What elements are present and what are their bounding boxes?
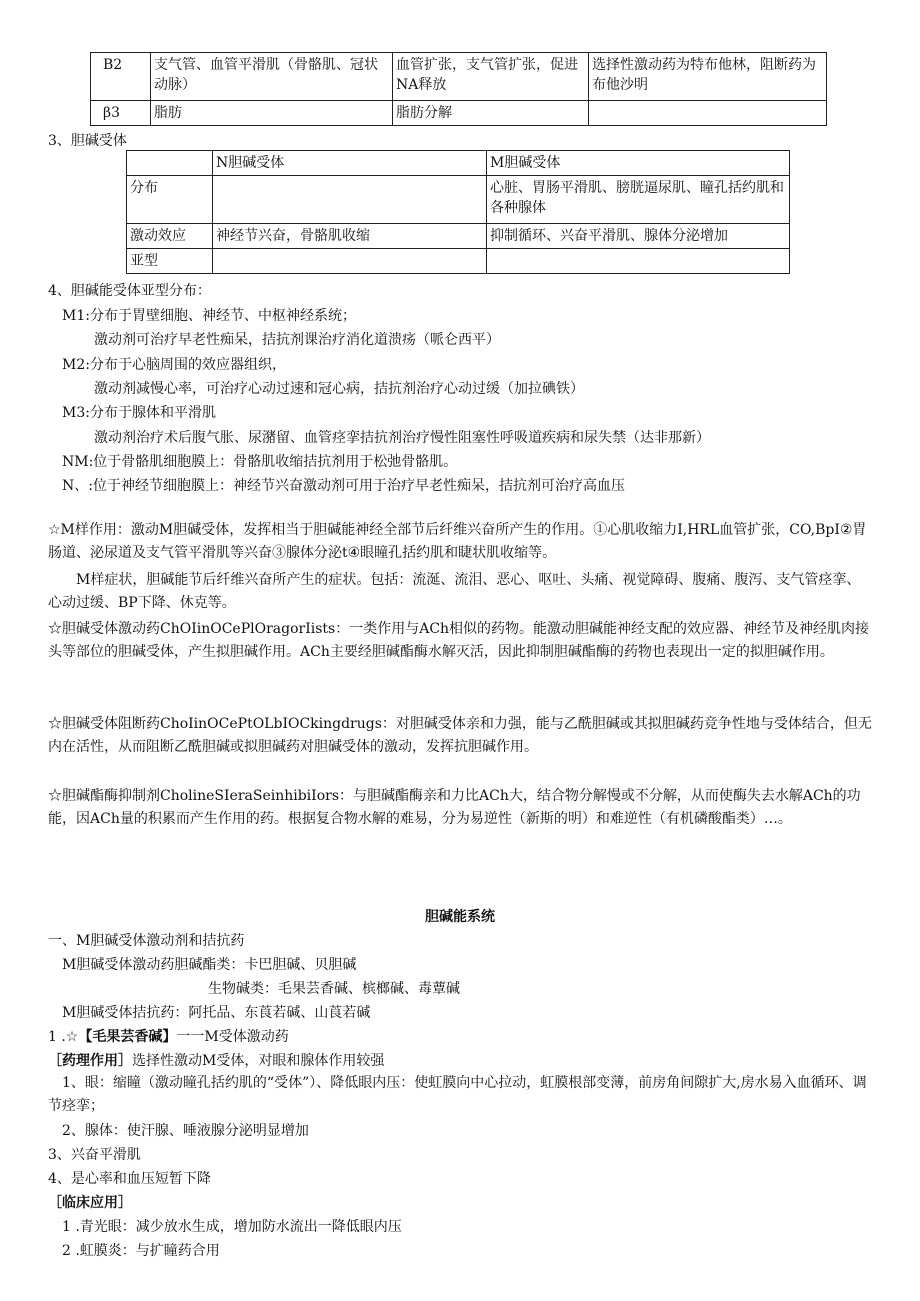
pharmacology-text: 选择性激动M受体，对眼和腺体作用较强 [132,1053,385,1069]
subtype-m2: M2:分布于心脑周围的效应器组织， [62,357,286,373]
subtype-m1: M1:分布于胃壁细胞、神经节、中枢神经系统； [62,308,356,324]
table-row [127,224,790,249]
m-effect-paragraph: ☆M样作用：激动M胆碱受体，发挥相当于胆碱能神经全部节后纤维兴奋所产生的作用。①心肌收缩力I,HRL血管扩张，CO,BpI②胃肠道、泌尿道及支气管平滑肌等兴奋③腺体分泌t④眼瞳孔括约肌和睫状肌收缩等。 [48,522,867,561]
table-cell [213,249,487,274]
table-cell [589,101,827,126]
item-suffix: 一一M受体激动药 [176,1029,289,1045]
heart-effect: 4、是心率和血压短暂下降 [48,1171,211,1187]
table-row [127,176,790,224]
subtype-nm: NM:位于骨骼肌细胞膜上：骨骼肌收缩拮抗剂用于松弛骨骼肌。 [62,454,458,470]
alkaloid-list: 生物碱类：毛果芸香碱、槟榔碱、毒蕈碱 [208,981,460,997]
gland-effect: 2、腺体：使汗腺、唾液腺分泌明显增加 [62,1123,309,1139]
drug-item-pilocarpine [48,1026,289,1046]
inhibitor-paragraph: ☆胆碱酯酶抑制剂CholineSIeraSeinhibiIors：与胆碱酯酶亲和力比ACh大，结合物分解慢或不分解，从而使酶失去水解ACh的功能，因ACh量的积累而产生作用的药。根据复合物水解的难易，分为易逆性（新斯的明）和难逆性（有机磷酸酯类）…。 [48,788,861,827]
subtype-m3: M3:分布于腺体和平滑肌 [62,405,216,421]
table-cell: 支气管、血管平滑肌（骨骼肌、冠状动脉） [151,53,393,101]
table-cell [487,249,790,274]
table-cell: 亚型 [127,249,213,274]
pharmacology-label: ［药理作用］ [48,1053,132,1069]
system-heading: 一、M胆碱受体激动剂和拮抗药 [48,933,245,949]
table-cell: 选择性激动药为特布他林，阻断药为布他沙明 [589,53,827,101]
table-cell [213,176,487,224]
table-header-row [127,151,790,176]
blocker-paragraph: ☆胆碱受体阻断药ChoIinOCePtOLbIOCkingdrugs：对胆碱受体亲和力强，能与乙酰胆碱或其拟胆碱药竞争性地与受体结合，但无内在活性，从而阻断乙酰胆碱或拟胆碱药对胆碱受体的激动，发挥抗胆碱作用。 [48,716,872,755]
item-prefix: 1 .☆ [48,1029,79,1045]
table-row [127,249,790,274]
cholinergic-receptor-table [126,150,790,274]
table-cell: 分布 [127,176,213,224]
eye-effect: 1、眼：缩瞳（激动瞳孔括约肌的“受体”）、降低眼内压：使虹膜向中心拉动，虹膜根部变薄，前房角间隙扩大,房水易入血循环、调节痉挛； [48,1075,867,1114]
table-row [91,53,827,101]
smooth-muscle-effect: 3、兴奋平滑肌 [48,1147,141,1163]
agonist-paragraph: ☆胆碱受体激动药ChOIinOCePlOragorIists：一类作用与ACh相似的药物。能激动胆碱能神经支配的效应器、神经节及神经肌肉接头等部位的胆碱受体，产生拟胆碱作用。ACh主要经胆碱酯酶水解灭活，因此抑制胆碱酯酶的药物也表现出一定的拟胆碱作用。 [48,621,870,660]
m-symptom-paragraph: M样症状，胆碱能节后纤维兴奋所产生的症状。包括：流涎、流泪、恶心、呕吐、头痛、视觉障碍、腹痛、腹泻、支气管痉挛、心动过缓、BP下降、休克等。 [48,572,861,611]
section-heading: 3、胆碱受体 [48,133,127,149]
drug-name: 【毛果芸香碱】 [78,1029,177,1045]
table-row [91,101,827,126]
section-heading: 4、胆碱能受体亚型分布： [48,283,211,299]
subtype-nn: N、:位于神经节细胞膜上：神经节兴奋激动剂可用于治疗早老性痴呆，拮抗剂可治疗高血压 [62,478,625,494]
section-title: 胆碱能系统 [425,909,495,925]
beta-receptor-table [90,52,827,126]
table-header-cell [127,151,213,176]
table-header-cell: N胆碱受体 [213,151,487,176]
agonist-list: M胆碱受体激动药胆碱酯类：卡巴胆碱、贝胆碱 [62,957,357,973]
clinical-label: ［临床应用］ [48,1195,132,1211]
table-cell: B2 [91,53,151,101]
antagonist-list: M胆碱受体拮抗药：阿托品、东莨若碱、山莨若碱 [62,1005,371,1021]
table-cell: 脂肪分解 [393,101,589,126]
clinical-iritis: 2 .虹膜炎：与扩瞳药合用 [62,1243,220,1259]
subtype-m2-detail: 激动剂减慢心率，可治疗心动过速和冠心病，拮抗剂治疗心动过缓（加拉碘铁） [94,381,584,397]
pharmacology-line [48,1050,384,1070]
table-cell: 抑制循环、兴奋平滑肌、腺体分泌增加 [487,224,790,249]
table-cell: 神经节兴奋，骨骼肌收缩 [213,224,487,249]
table-cell: 心脏、胃肠平滑肌、膀胱逼尿肌、瞳孔括约肌和各种腺体 [487,176,790,224]
table-cell: 脂肪 [151,101,393,126]
clinical-glaucoma: 1 .青光眼：减少放水生成，增加防水流出一降低眼内压 [62,1219,402,1235]
table-cell: 血管扩张，支气管扩张，促进NA释放 [393,53,589,101]
table-header-cell: M胆碱受体 [487,151,790,176]
subtype-m3-detail: 激动剂治疗术后腹气胀、尿潴留、血管痉挛拮抗剂治疗慢性阻塞性呼吸道疾病和尿失禁（达非那新） [94,430,710,446]
table-cell: 激动效应 [127,224,213,249]
table-cell: β3 [91,101,151,126]
subtype-m1-detail: 激动剂可治疗早老性痴呆，拮抗剂课治疗消化道溃疡（哌仑西平） [94,332,500,348]
